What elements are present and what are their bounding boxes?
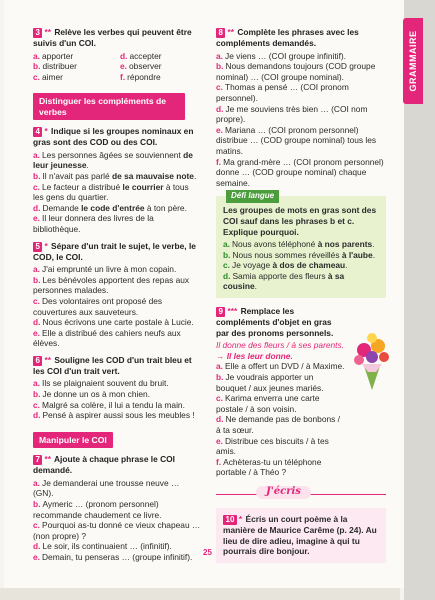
list-item: b. distribuer [33, 61, 77, 72]
list-item: a. J'ai emprunté un livre à mon copain. [33, 264, 177, 275]
list-item: c. Le facteur a distribué le courrier à tous les gens du quartier. [33, 181, 189, 203]
difficulty-stars: ** [44, 354, 51, 365]
defi-question: Les groupes de mots en gras sont des COI sauf dans les phrases b et c. Explique pourquoi. [223, 205, 377, 237]
list-item: b. Les bénévoles apportent des repas aux personnes malades. [33, 274, 190, 296]
defi-label: Défi langue [226, 190, 279, 203]
exercise-5-question [33, 241, 201, 263]
difficulty-stars: *** [227, 306, 238, 317]
list-item: e. Mariana … (COI pronom personnel) distribue … (COD groupe nominal) tous les matins. [216, 124, 377, 156]
list-item: c. Karima enverra une carte postale / à son voisin. [216, 393, 320, 414]
list-item: a. Ils se plaignaient souvent du bruit. [33, 378, 169, 389]
list-item: f. Achèteras-tu un téléphone portable / à Théo ? [216, 456, 322, 478]
question-text: Ajoute à chaque phrase le COI demandé. [33, 454, 176, 476]
difficulty-stars: ** [44, 454, 51, 465]
list-item: f. répondre [120, 71, 161, 82]
list-item: c. Malgré sa colère, il lui a tendu la main. [33, 399, 185, 410]
exercise-number: 7 [33, 455, 42, 465]
example-answer: → Il les leur donne. [216, 350, 293, 361]
question-text: Relève les verbes qui peuvent être suivis d'un COI. [33, 27, 192, 48]
list-item: e. Il leur donnera des livres de la bibliothèque. [33, 213, 154, 234]
difficulty-stars: ** [227, 27, 234, 37]
list-item: a. Elle a offert un DVD / à Maxime. [216, 361, 345, 372]
list-item: d. Pensé à aspirer aussi sous les meubles ! [33, 410, 195, 421]
question-text: Indique si les groupes nominaux en gras sont des COD ou des COI. [33, 126, 194, 148]
list-item: e. Demain, tu penseras … (groupe infinitif). [33, 552, 193, 562]
list-item: b. Je voudrais apporter un bouquet / aux jeunes mariés. [216, 372, 324, 393]
question-text: Complète les phrases avec les compléments demandés. [216, 27, 359, 48]
section-banner: Manipuler le COI [33, 432, 113, 448]
jecris-header [216, 486, 386, 502]
list-item: c. Je voyage à dos de chameau. [223, 260, 348, 271]
difficulty-stars: * [44, 240, 48, 251]
list-item: b. Aymeric … (pronom personnel) recommande chaudement ce livre. [33, 499, 162, 520]
flower-icon [367, 333, 377, 343]
difficulty-stars: * [44, 126, 48, 137]
bouquet-illustration [350, 330, 394, 390]
verb-list [33, 51, 201, 83]
exercise-4-question [33, 126, 201, 148]
exercise-number: 5 [33, 242, 42, 252]
list-item: c. Des volontaires ont proposé des couvertures aux sauveteurs. [33, 295, 163, 317]
list-item: a. Les personnes âgées se souviennent de leur jeunesse. [33, 149, 193, 171]
list-item: d. Je me souviens très bien … (COI nom propre). [216, 103, 368, 125]
list-item: b. Nous nous sommes réveillés à l'aube. [223, 249, 376, 260]
page-number: 25 [203, 548, 212, 557]
exercise-number: 8 [216, 28, 225, 38]
list-item: e. observer [120, 61, 162, 72]
list-item: c. Thomas a pensé … (COI pronom personnel). [216, 82, 349, 103]
list-item: d. Demande le code d'entrée à ton père. [33, 202, 187, 213]
list-item: b. Il n'avait pas parlé de sa mauvaise note. [33, 170, 197, 181]
page-edge [0, 588, 400, 600]
difficulty-stars: * [238, 513, 243, 524]
list-item: e. Distribue ces biscuits / à tes amis. [216, 435, 329, 457]
list-item: a. Je viens … (COI groupe infinitif). [216, 50, 347, 61]
exercise-10 [216, 508, 386, 563]
exercise-number: 4 [33, 127, 42, 137]
exercise-3-question [33, 27, 201, 49]
section-tab [403, 18, 423, 104]
exercise-number: 6 [33, 356, 42, 366]
exercise-6 [33, 355, 201, 421]
exercise-7 [33, 454, 201, 562]
list-item: d. Samia apporte des fleurs à sa cousine. [223, 270, 345, 292]
example-sentence: Il donne des fleurs / à ses parents. [216, 340, 345, 351]
flower-icon [354, 355, 364, 365]
section-banner: Distinguer les compléments de verbes [33, 93, 185, 120]
exercise-8 [216, 27, 386, 188]
exercise-number: 3 [33, 28, 42, 38]
right-column [216, 27, 386, 563]
difficulty-stars: ** [44, 27, 51, 37]
list-item: a. apporter [33, 50, 74, 61]
list-item: d. accepter [120, 50, 162, 61]
list-item: b. Je donne un os à mon chien. [33, 389, 151, 400]
section-tab-label: GRAMMAIRE [408, 30, 418, 92]
jecris-label: J'écris [256, 486, 311, 499]
list-item: f. Ma grand-mère … (COI pronom personnel) donne … (COD groupe nominal) chaque semaine. [216, 156, 384, 188]
question-text: Sépare d'un trait le sujet, le verbe, le COD, le COI. [33, 240, 196, 262]
list-item: c. Pourquoi as-tu donné ce vieux chapeau … (non propre) ? [33, 520, 201, 541]
exercise-number: 10 [223, 515, 237, 525]
exercise-number: 9 [216, 307, 225, 317]
exercise-9-question [216, 306, 346, 338]
list-item: e. Elle a distribué des cahiers neufs aux élèves. [33, 327, 181, 349]
left-column [33, 27, 201, 569]
question-text: Souligne les COD d'un trait bleu et les COI d'un trait vert. [33, 354, 192, 376]
flower-icon [379, 352, 389, 362]
list-item: a. Nous avons téléphoné à nos parents. [223, 239, 375, 250]
list-item: d. Ne demande pas de bonbons / à ta sœur. [216, 414, 340, 435]
exercise-7-question [33, 454, 201, 476]
list-item: a. Je demanderai une trousse neuve … (GN). [33, 477, 180, 499]
list-item: d. Le soir, ils continuaient … (infinitif). [33, 541, 172, 552]
list-item: c. aimer [33, 71, 63, 82]
exercise-3 [33, 27, 201, 82]
question-text: Remplace les compléments d'objet en gras par des pronoms personnels. [216, 306, 334, 338]
flower-icon [366, 351, 378, 363]
bouquet-wrap-icon [362, 364, 382, 372]
exercise-8-question [216, 27, 386, 49]
list-item: d. Nous écrivons une carte postale à Lucie. [33, 317, 194, 328]
exercise-6-question [33, 355, 201, 377]
question-text: Écris un court poème à la manière de Maurice Carême (p. 24). Au lieu de dire adieu, imagine à qui tu pourrais dire bonjour. [223, 513, 377, 557]
exercise-4 [33, 126, 201, 234]
defi-content [216, 196, 386, 298]
defi-box [216, 191, 386, 298]
exercise-5 [33, 241, 201, 349]
list-item: b. Nous demandons toujours (COD groupe nominal) … (COI groupe nominal). [216, 61, 376, 82]
